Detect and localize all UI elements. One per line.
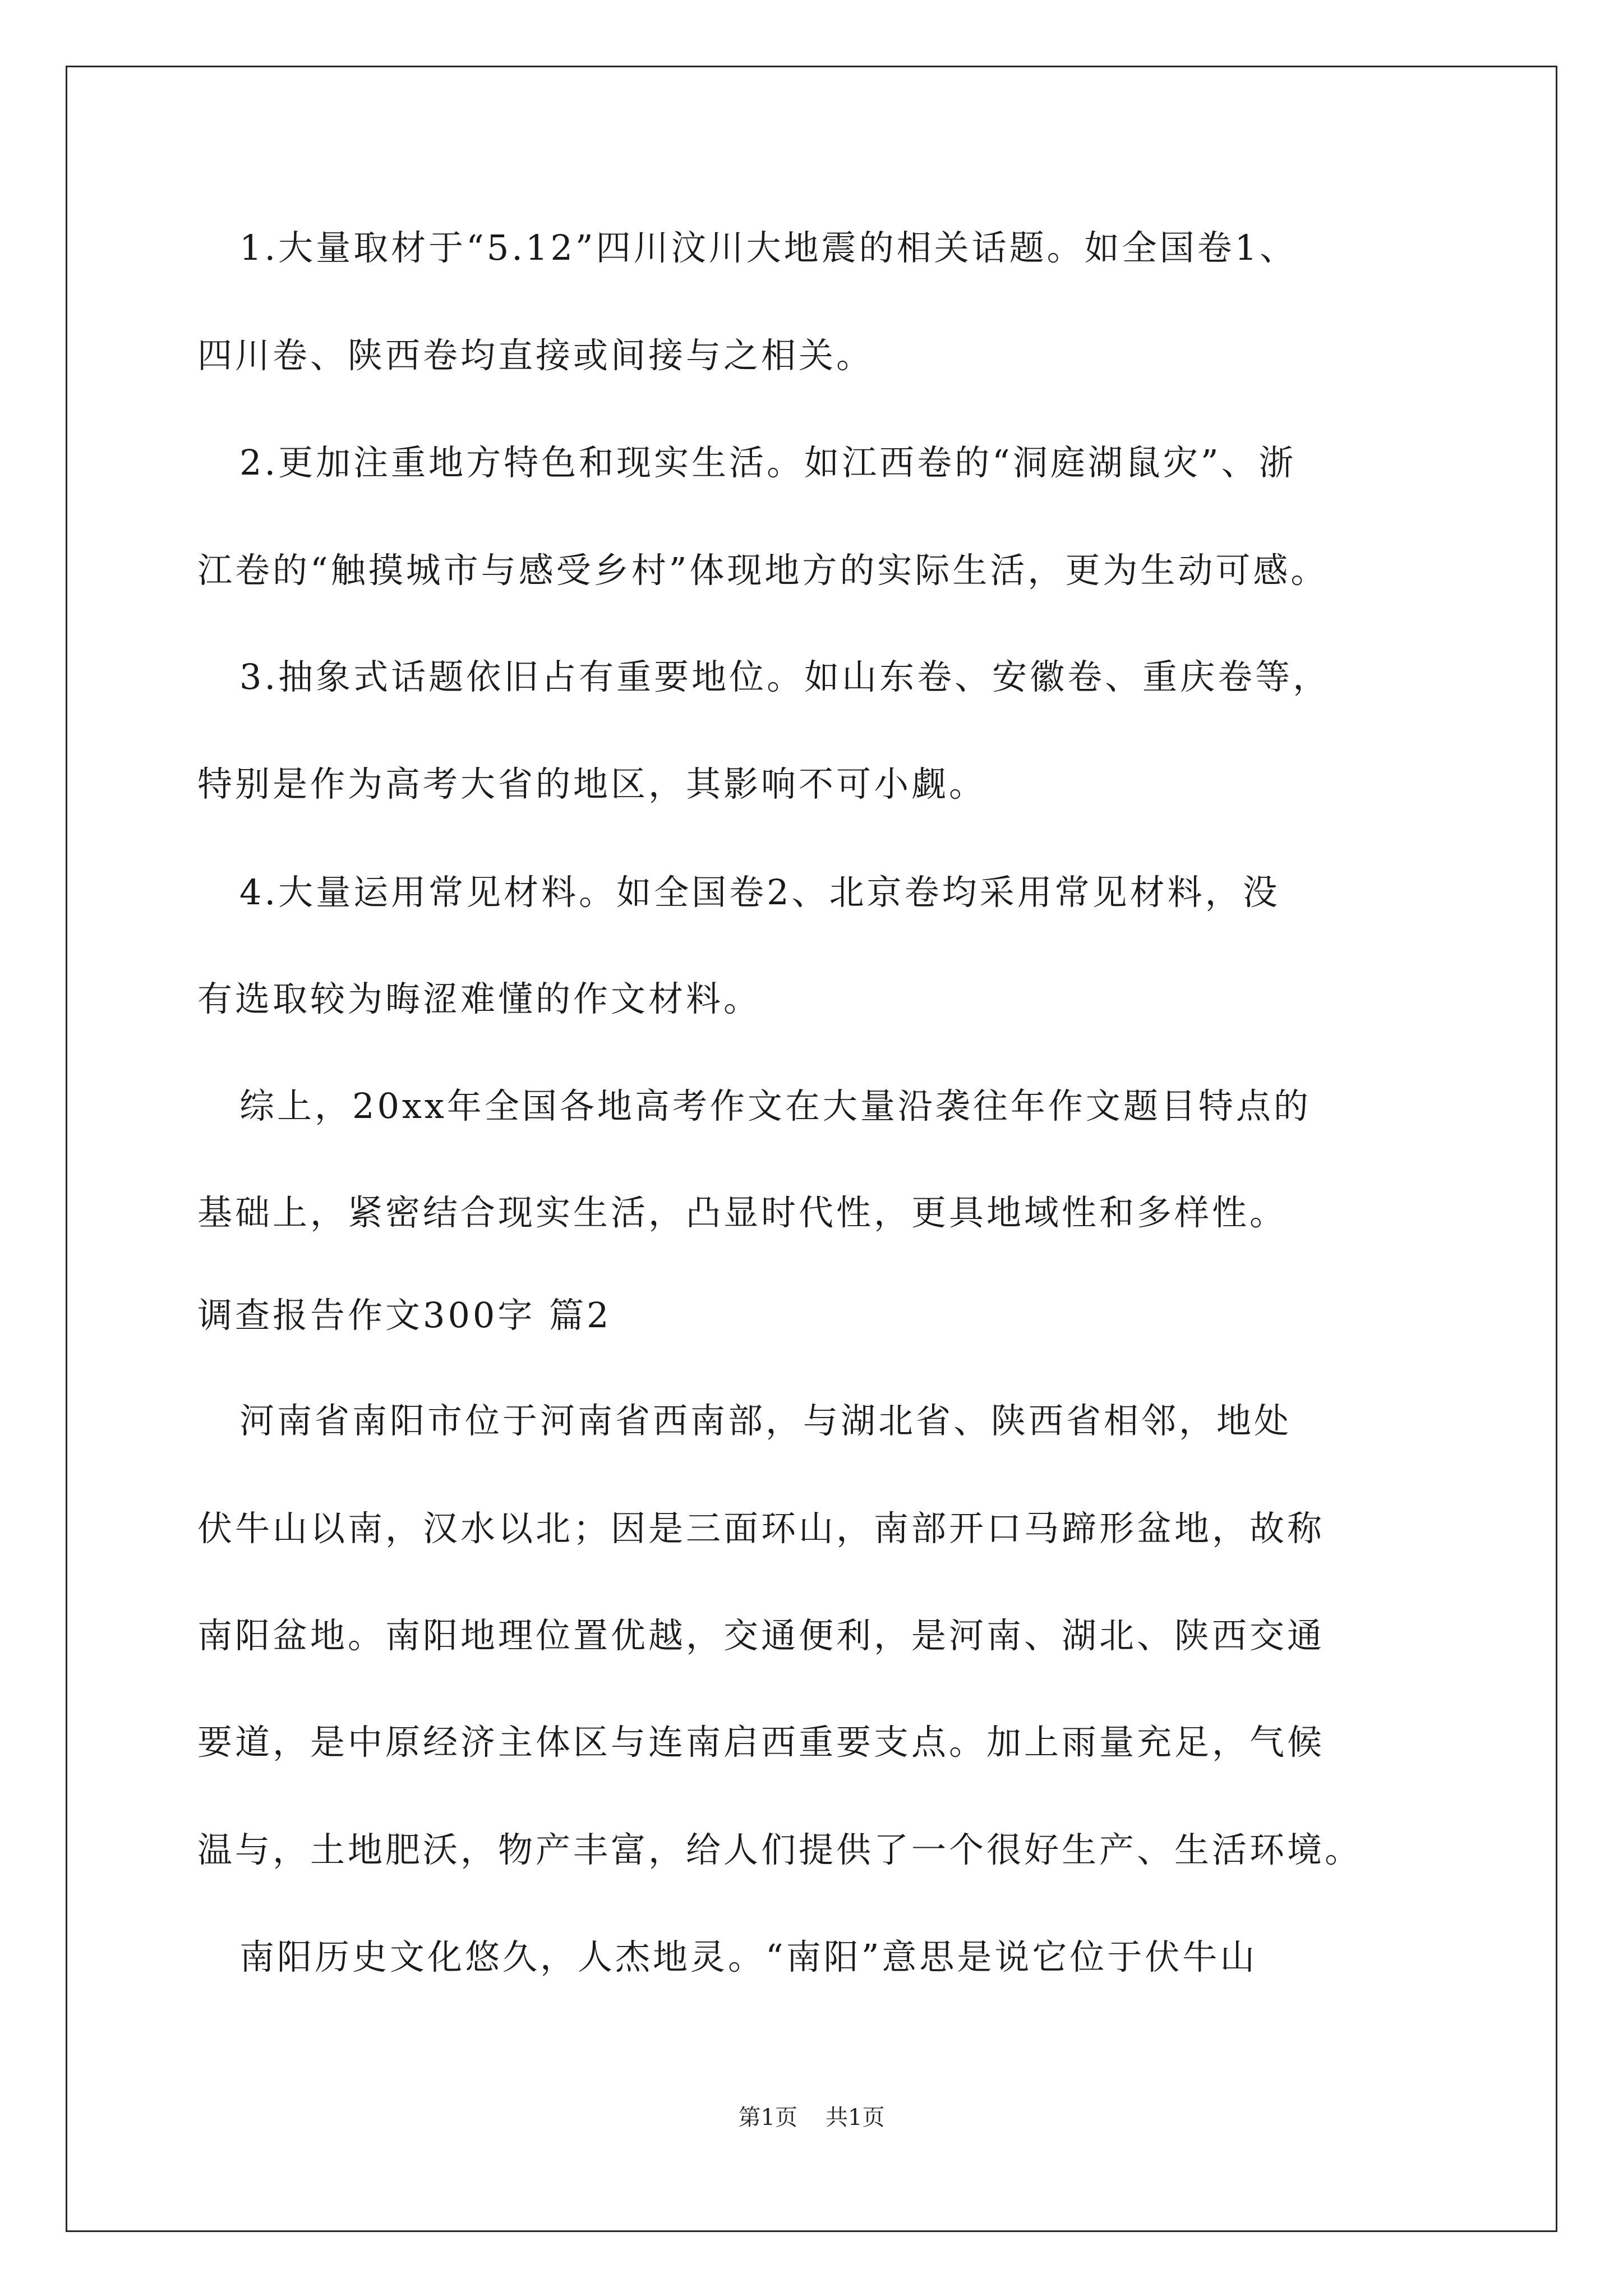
section-heading: 调查报告作文300字 篇2 (197, 1295, 612, 1336)
paragraph-line: 南阳盆地。南阳地理位置优越，交通便利，是河南、湖北、陕西交通 (197, 1615, 1325, 1656)
paragraph-line: 基础上，紧密结合现实生活，凸显时代性，更具地域性和多样性。 (197, 1192, 1288, 1233)
page-number: 第1页 (738, 2105, 797, 2131)
page-total: 共1页 (826, 2105, 885, 2131)
paragraph-line: 河南省南阳市位于河南省西南部，与湖北省、陕西省相邻，地处 (239, 1400, 1292, 1441)
paragraph-line: 4.大量运用常见材料。如全国卷2、北京卷均采用常见材料，没 (239, 872, 1280, 913)
page-footer (0, 2104, 1623, 2132)
paragraph-line: 江卷的“触摸城市与感受乡村”体现地方的实际生活，更为生动可感。 (197, 550, 1329, 591)
paragraph-line: 1.大量取材于“5.12”四川汶川大地震的相关话题。如全国卷1、 (239, 227, 1298, 268)
paragraph-line: 综上，20xx年全国各地高考作文在大量沿袭往年作文题目特点的 (239, 1085, 1311, 1126)
paragraph-line: 2.更加注重地方特色和现实生活。如江西卷的“洞庭湖鼠灾”、浙 (239, 442, 1297, 483)
paragraph-line: 特别是作为高考大省的地区，其影响不可小觑。 (197, 763, 987, 804)
paragraph-line: 有选取较为晦涩难懂的作文材料。 (197, 978, 762, 1019)
page-border (66, 66, 1557, 2232)
paragraph-line: 伏牛山以南，汉水以北；因是三面环山，南部开口马蹄形盆地，故称 (197, 1508, 1325, 1549)
paragraph-line: 要道，是中原经济主体区与连南启西重要支点。加上雨量充足，气候 (197, 1722, 1325, 1763)
paragraph-line: 南阳历史文化悠久，人杰地灵。“南阳”意思是说它位于伏牛山 (239, 1936, 1258, 1977)
paragraph-line: 四川卷、陕西卷均直接或间接与之相关。 (197, 335, 874, 376)
paragraph-line: 温与，土地肥沃，物产丰富，给人们提供了一个很好生产、生活环境。 (197, 1829, 1363, 1870)
paragraph-line: 3.抽象式话题依旧占有重要地位。如山东卷、安徽卷、重庆卷等， (239, 656, 1331, 697)
